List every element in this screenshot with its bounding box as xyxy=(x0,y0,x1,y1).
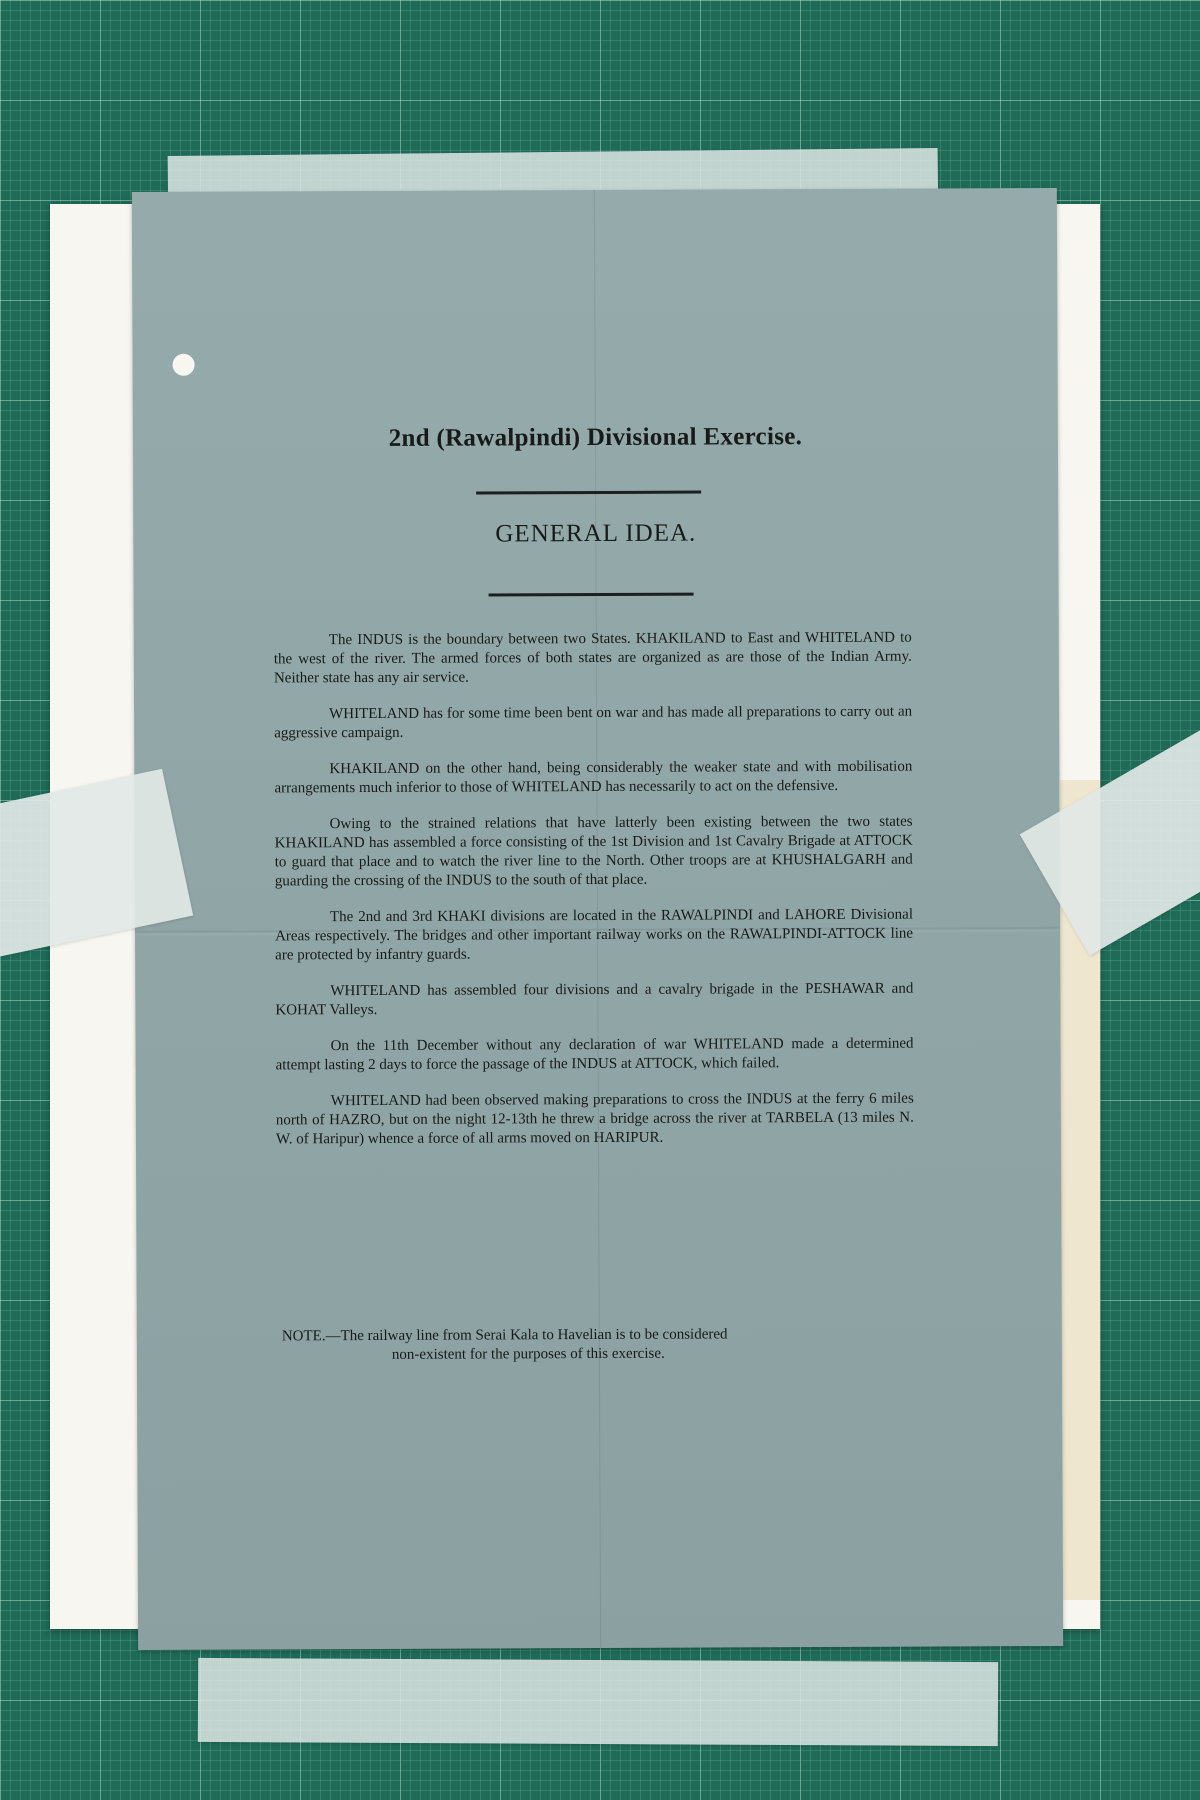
subtitle-rule xyxy=(489,593,694,597)
paragraph: KHAKILAND on the other hand, being considerably the weaker state and with mobilisation arrangements much inferior to those of WHITELAND has necessarily to act on the defensive. xyxy=(274,758,913,797)
paragraph: The 2nd and 3rd KHAKI divisions are located in the RAWALPINDI and LAHORE Divisional Areas respectively. The bridges and other important railway works on the RAWALPINDI-ATTOCK line are protected by infantry guards. xyxy=(275,906,914,964)
paragraph: WHITELAND had been observed making preparations to cross the INDUS at the ferry 6 miles north of HAZRO, but on the night 12-13th he threw a bridge across the river at TARBELA (13 miles N. W. of Haripur) whence a force of all arms moved on HARIPUR. xyxy=(275,1090,914,1148)
paragraph: WHITELAND has assembled four divisions and a cavalry brigade in the PESHAWAR and KOHAT Valleys. xyxy=(275,980,914,1019)
document-body xyxy=(274,629,914,1167)
title-rule xyxy=(476,491,701,495)
document-sheet xyxy=(132,188,1063,1650)
masking-tape-bottom xyxy=(198,1658,998,1746)
note-line: NOTE.—The railway line from Serai Kala to Havelian is to be considered xyxy=(281,1326,728,1345)
paragraph: The INDUS is the boundary between two States. KHAKILAND to East and WHITELAND to the west of the river. The armed forces of both states are organized as are those of the Indian Army. Neither state has any air service. xyxy=(273,629,912,687)
document-subtitle: GENERAL IDEA. xyxy=(495,519,697,548)
note xyxy=(282,1324,947,1365)
paragraph: WHITELAND has for some time been bent on war and has made all preparations to carry out an aggressive campaign. xyxy=(274,703,913,742)
note-line: non-existent for the purposes of this exercise. xyxy=(391,1345,665,1363)
punch-hole xyxy=(173,354,195,376)
document-title: 2nd (Rawalpindi) Divisional Exercise. xyxy=(388,423,803,452)
paragraph: On the 11th December without any declaration of war WHITELAND made a determined attempt lasting 2 days to force the passage of the INDUS at ATTOCK, which failed. xyxy=(275,1035,914,1074)
paragraph: Owing to the strained relations that have latterly been existing between the two states KHAKILAND has assembled a force consisting of the 1st Division and 1st Cavalry Brigade at ATTOCK to guard that place and to watch the river line to the North. Other troops are at KHUSHALGARH and guarding the crossing of the INDUS to the south of that place. xyxy=(274,813,913,890)
